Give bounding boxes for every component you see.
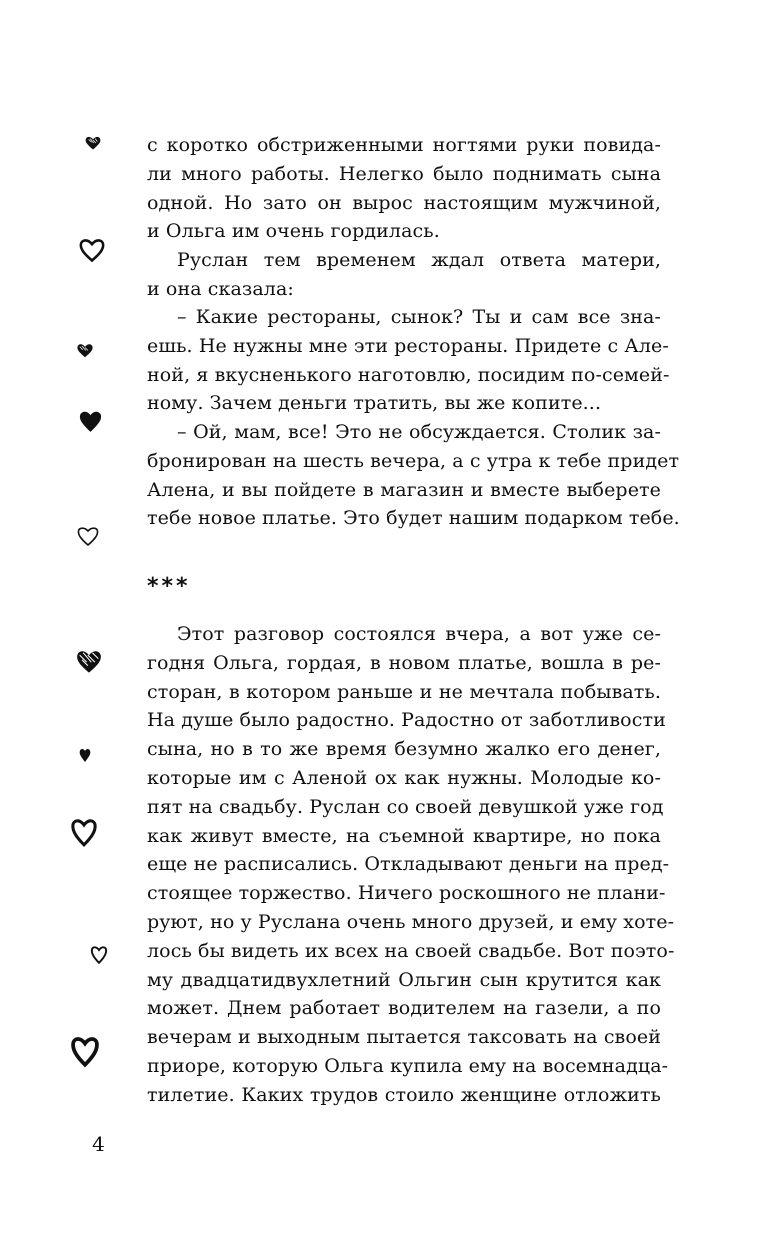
text-line: На душе было радостно. Радостно от заботливости	[147, 709, 666, 732]
text-line: му двадцатидвухлетний Ольгин сын крутится как	[147, 968, 661, 991]
heart-outline-icon	[76, 525, 100, 547]
text-line: еще не расписались. Откладывают деньги на пред-	[147, 853, 670, 876]
text-line: годня Ольга, гордая, в новом платье, вошла в ре-	[147, 651, 661, 674]
heart-scribble-icon	[76, 343, 94, 358]
heart-outline-icon	[78, 236, 106, 264]
paragraph-2	[147, 246, 661, 304]
text-line: ешь. Не нужны мне эти рестораны. Придете с Але-	[147, 334, 669, 357]
text-line: – Ой, мам, все! Это не обсуждается. Столик за-	[177, 421, 661, 443]
text-line: тебе новое платье. Это будет нашим подарком тебе.	[147, 507, 680, 530]
text-line: вечерам и выходным пытается таксовать на своей	[147, 1026, 661, 1049]
heart-solid-icon	[78, 409, 103, 434]
text-line: и она сказала:	[147, 277, 294, 300]
text-line: ли много работы. Нелегко было поднимать сына	[147, 162, 661, 185]
text-line: тилетие. Каких трудов стоило женщине отложить	[147, 1083, 661, 1106]
paragraph-1	[147, 131, 661, 246]
text-line: ной, я вкусненького наготовлю, посидим по-семей-	[147, 363, 670, 386]
text-line: ному. Зачем деньги тратить, вы же копите...	[147, 392, 602, 415]
text-line: и Ольга им очень гордилась.	[147, 220, 440, 243]
section-separator: ***	[147, 574, 191, 599]
text-line: стоящее торжество. Ничего роскошного не плани-	[147, 882, 666, 905]
text-line: бронирован на шесть вечера, а с утра к тебе придет	[147, 449, 680, 472]
page-number: 4	[92, 1132, 105, 1156]
paragraph-3	[147, 303, 670, 418]
text-line: – Какие рестораны, сынок? Ты и сам все зна-	[177, 306, 661, 328]
heart-scribble-icon	[75, 648, 103, 674]
heart-outline-icon	[70, 1034, 100, 1068]
paragraph-5	[147, 620, 675, 1110]
text-line: одной. Но зато он вырос настоящим мужчиной,	[147, 191, 661, 214]
heart-outline-icon	[90, 944, 108, 965]
text-line: лось бы видеть их всех на своей свадьбе. Вот поэто-	[147, 939, 675, 962]
text-line: пят на свадьбу. Руслан со своей девушкой уже год	[147, 795, 664, 818]
text-line: руют, но у Руслана очень много друзей, и ему хоте-	[147, 910, 675, 933]
text-line: сторан, в котором раньше и не мечтала побывать.	[147, 680, 661, 703]
text-line: может. Днем работает водителем на газели, а по	[147, 997, 661, 1020]
text-line: Алена, и вы пойдете в магазин и вместе выберете	[147, 478, 661, 501]
heart-solid-icon	[78, 747, 92, 763]
heart-outline-icon	[70, 816, 98, 848]
text-line: приоре, которую Ольга купила ему на восемнадца-	[147, 1054, 669, 1077]
heart-scribble-icon	[84, 135, 102, 151]
text-line: как живут вместе, на съемной квартире, но пока	[147, 824, 661, 847]
text-line: сына, но в то же время безумно жалко его денег,	[147, 738, 661, 761]
text-line: которые им с Аленой ох как нужны. Молодые ко-	[147, 766, 661, 789]
text-line: с коротко обстриженными ногтями руки повида-	[147, 134, 661, 156]
paragraph-4	[147, 418, 680, 533]
text-line: Руслан тем временем ждал ответа матери,	[177, 249, 661, 271]
text-line: Этот разговор состоялся вчера, а вот уже се-	[177, 623, 661, 645]
